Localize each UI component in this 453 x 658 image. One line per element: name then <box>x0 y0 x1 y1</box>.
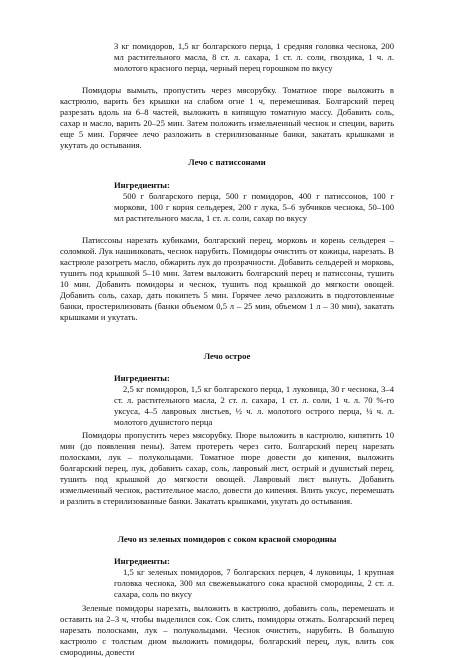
top-ingredients: 3 кг помидоров, 1,5 кг болгарского перца, 1 средняя головка чеснока, 200 мл растительного масла, 8 ст. л. сахара, 1 ст. л. соли, гвоздика, 1 ч. л. молотого красного перца, черный перец горошком по вкусу <box>114 41 394 73</box>
recipe-title-green-tomatoes: Лечо из зеленых помидоров с соком красной смородины <box>117 534 337 544</box>
recipe-title-patissons: Лечо с патиссонами <box>188 157 266 167</box>
top-method: Помидоры вымыть, пропустить через мясорубку. Томатное пюре выложить в кастрюлю, варить без крышки на слабом огне 1 ч, перемешивая. Болгарский перец разрезать вдоль на 6–8 частей, выложить в кипящую томатную массу. Добавить соль, сахар и масло, варить 20–25 мин. Затем положить измельченный чеснок и специи, варить еще 5 мин. Горячее лечо разложить в стерилизованные банки, закатать крышками и укутать до остывания. <box>60 85 394 150</box>
method-patissons: Патиссоны нарезать кубиками, болгарский перец, морковь и корень сельдерея – соломкой. Лук нашинковать, чеснок нарубить. Помидоры очистить от кожицы, нарезать. В кастрюле разогреть масло, обжарить лук до прозрачности. Добавить сельдерей и морковь, тушить под крышкой 5–10 мин. Затем выложить болгарский перец и патиссоны, тушить 10 мин. Добавить помидоры и чеснок, тушить под крышкой до мягкости овощей. Добавить соль, сахар, дать покипеть 5 мин. Горячее лечо разложить в подготовленные банки, простерилизовать (банки объемом 0,5 л – 25 мин, объемом 1 л – 30 мин), закатать крышками и укутать. <box>60 235 394 322</box>
ingredients-patissons: 500 г болгарского перца, 500 г помидоров, 400 г патиссонов, 100 г моркови, 100 г корня сельдерея, 200 г лука, 5–6 зубчиков чеснока, 50–100 мл растительного масла, 1 ст. л. соли, сахар по вкусу <box>114 191 394 223</box>
ingredients-spicy: 2,5 кг помидоров, 1,5 кг болгарского перца, 1 луковица, 30 г чеснока, 3–4 ст. л. растительного масла, 2 ст. л. сахара, 1 ст. л. соли, 1 ч. л. 70 %-го уксуса, 4–5 лавровых листьев, ½ ч. л. молотого острого перца, ¼ ч. л. молотого душистого перца <box>114 384 394 427</box>
recipe-title-spicy: Лечо острое <box>203 351 251 361</box>
method-green-tomatoes: Зеленые помидоры нарезать, выложить в кастрюлю, добавить соль, перемешать и оставить на 2–3 ч, чтобы выделился сок. Сок слить, помидоры отжать. Болгарский перец нарезать полосками, лук – полукольцами. Чеснок очистить, нарубить. В большую кастрюлю с толстым дном выложить помидоры, болгарский перец, лук, влить сок смородины, довести <box>60 603 394 657</box>
ingredients-label-spicy: Ингредиенты: <box>114 373 170 383</box>
ingredients-label-patissons: Ингредиенты: <box>114 180 170 190</box>
ingredients-green-tomatoes: 1,5 кг зеленых помидоров, 7 болгарских перцев, 4 луковицы, 1 крупная головка чеснока, 300 мл свежевыжатого сока красной смородины, 2 ст. л. сахара, соль по вкусу <box>114 567 394 599</box>
ingredients-label-green-tomatoes: Ингредиенты: <box>114 556 170 566</box>
method-spicy: Помидоры пропустить через мясорубку. Пюре выложить в кастрюлю, кипятить 10 мин (до появления пены). Затем протереть через сито. Болгарский перец нарезать полосками, лук – полукольцами. Томатное пюре довести до кипения, выложить болгарский перец, лук, добавить сахар, соль, лавровый лист, острый и душистый перец, тушить под крышкой до мягкости овощей. Лавровый лист вынуть. Добавить измельченный чеснок, растительное масло, довести до кипения. Влить уксус, перемешать и разлить в стерилизованные банки. Закатать крышками, укутать до остывания. <box>60 430 394 506</box>
